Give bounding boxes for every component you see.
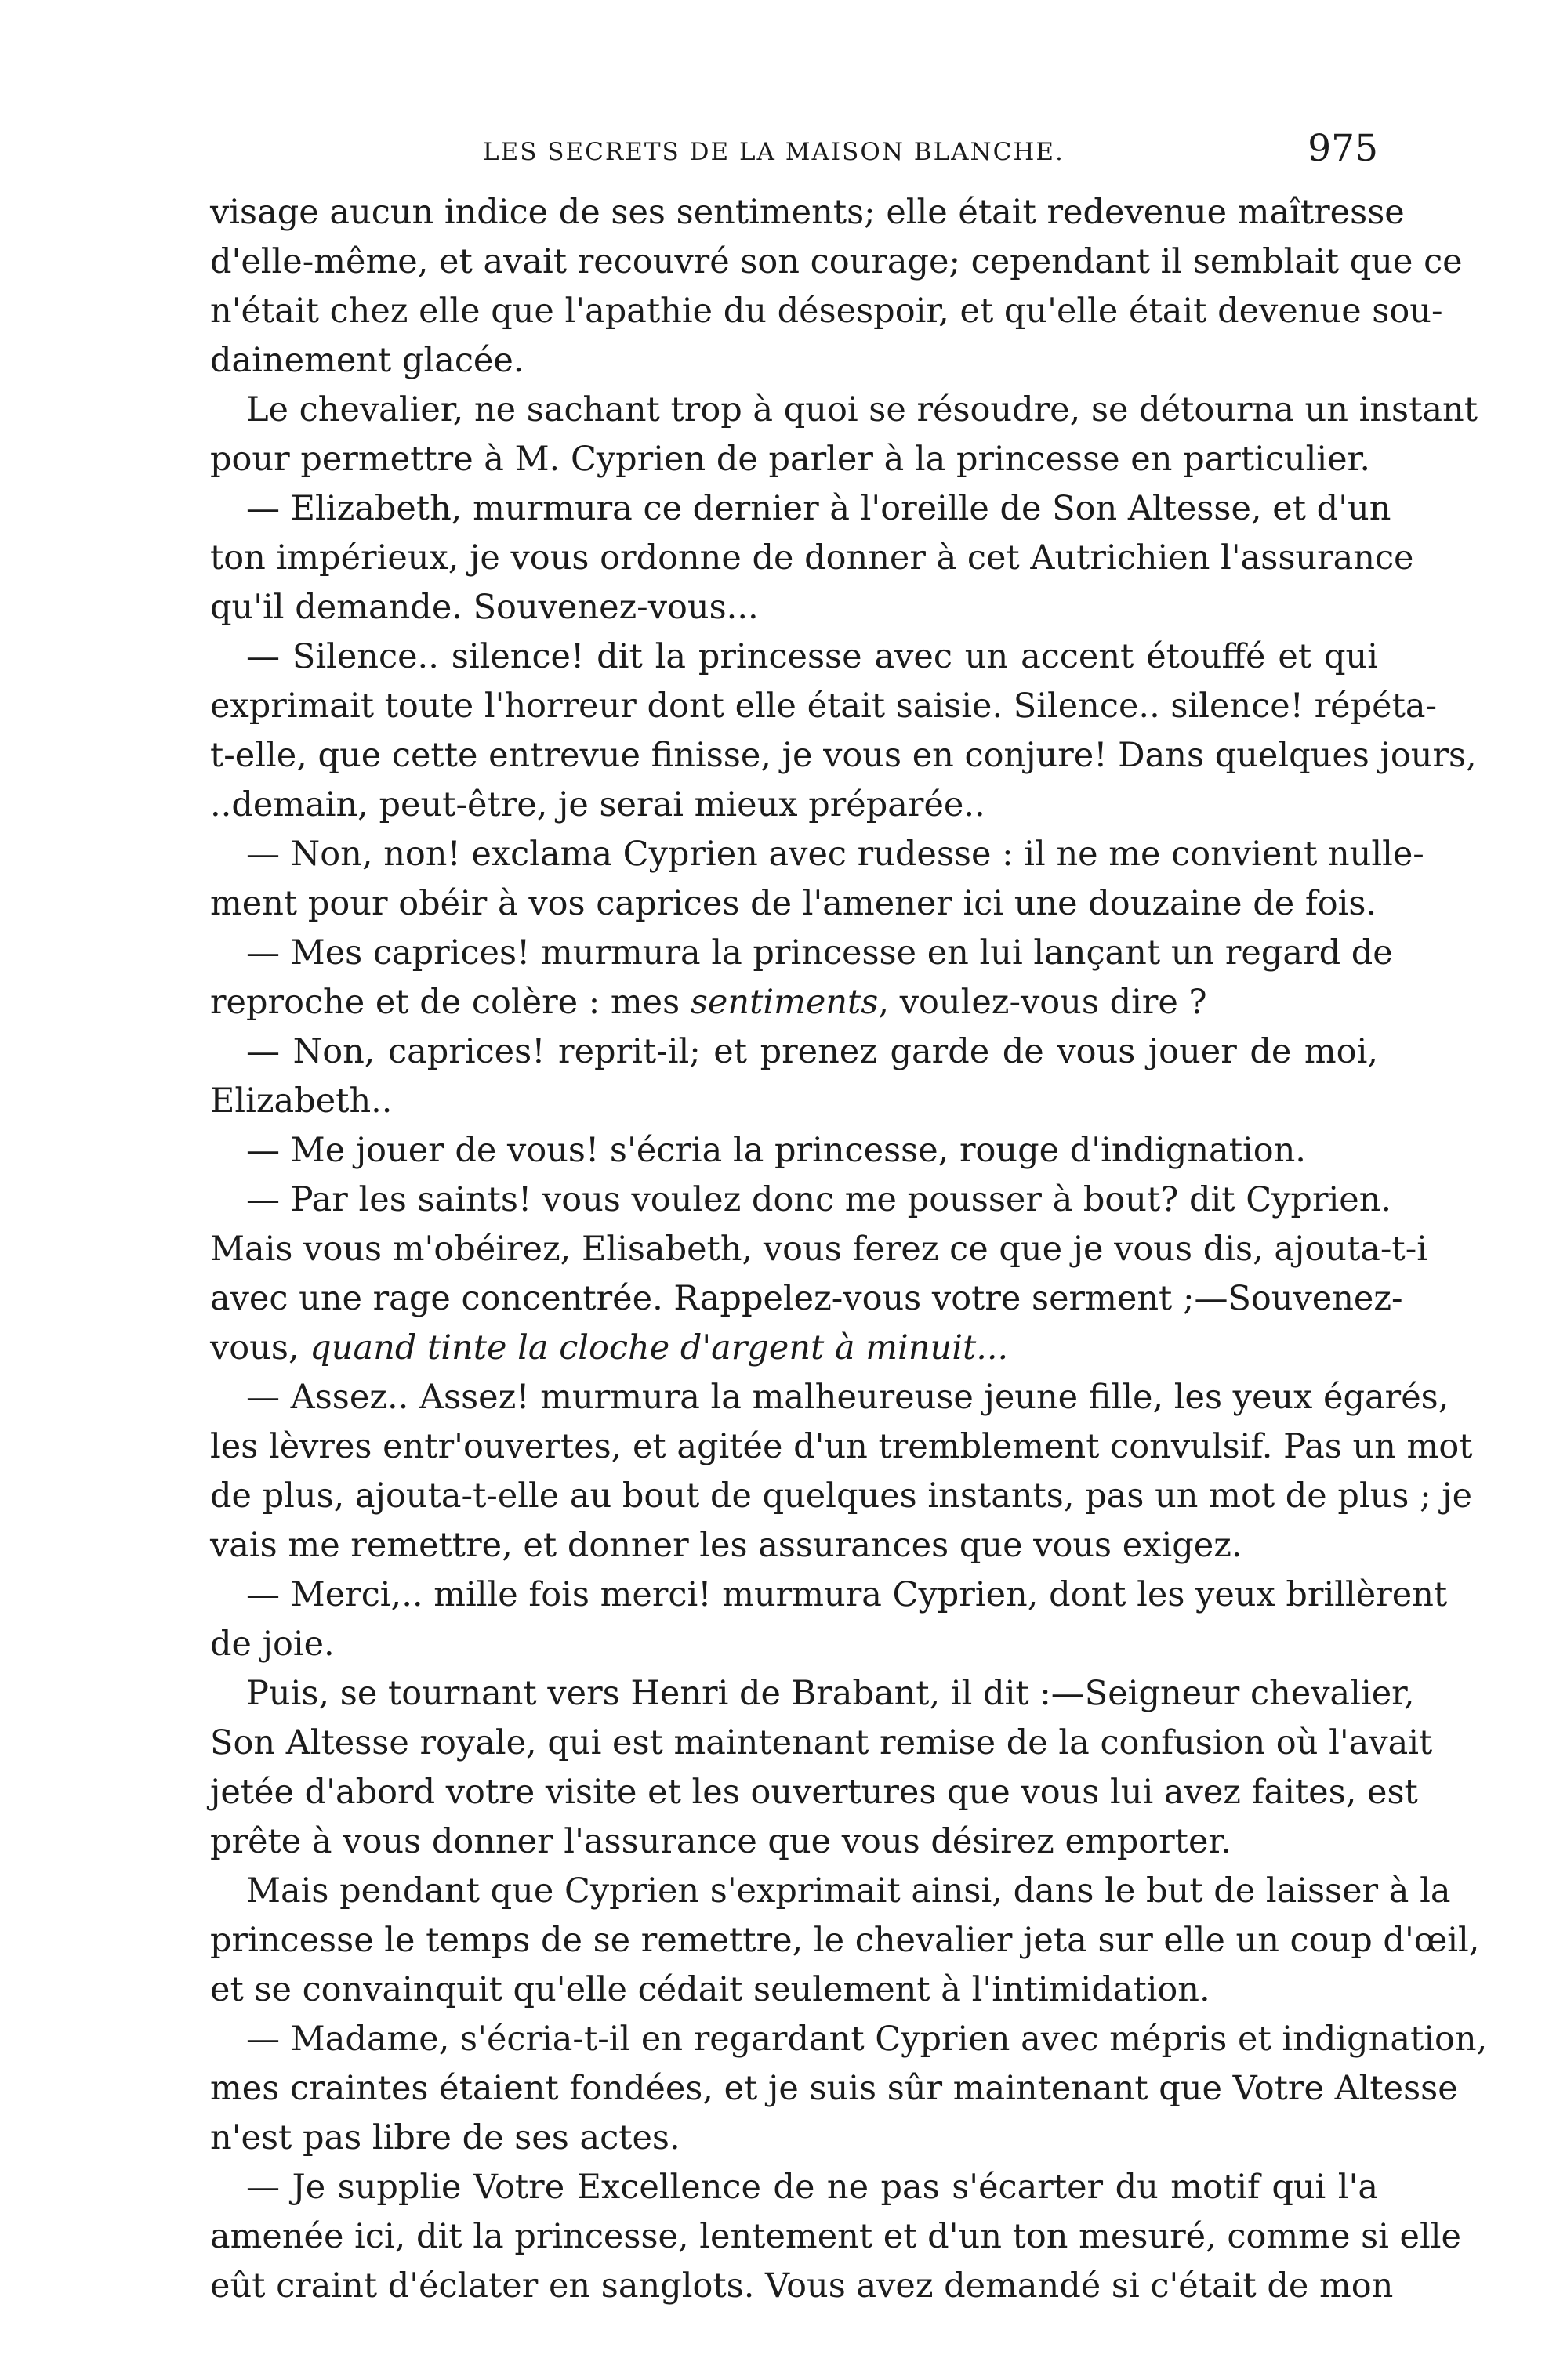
text-line: avec une rage concentrée. Rappelez-vous votre serment ;—Souvenez- (210, 1279, 1403, 1318)
text-line: de plus, ajouta-t-elle au bout de quelques instants, pas un mot de plus ; je (210, 1476, 1473, 1516)
text-line: visage aucun indice de ses sentiments; elle était redevenue maîtresse (210, 193, 1405, 232)
text-line: — Madame, s'écria-t-il en regardant Cyprien avec mépris et indignation, (246, 2020, 1488, 2059)
text-line: eût craint d'éclater en sanglots. Vous avez demandé si c'était de mon (210, 2266, 1394, 2306)
text-line: les lèvres entr'ouvertes, et agitée d'un tremblement convulsif. Pas un mot (210, 1427, 1473, 1466)
text-line: vais me remettre, et donner les assurances que vous exigez. (210, 1526, 1242, 1565)
text-segment: , voulez-vous dire ? (878, 983, 1207, 1022)
text-line: mes craintes étaient fondées, et je suis sûr maintenant que Votre Altesse (210, 2069, 1458, 2108)
page-number: 975 (1308, 127, 1378, 170)
text-line: Mais vous m'obéirez, Elisabeth, vous ferez ce que je vous dis, ajouta-t-i (210, 1230, 1427, 1269)
text-line: Puis, se tournant vers Henri de Brabant, il dit :—Seigneur chevalier, (246, 1674, 1415, 1713)
text-line: ment pour obéir à vos caprices de l'amener ici une douzaine de fois. (210, 884, 1377, 923)
text-line: et se convainquit qu'elle cédait seulement à l'intimidation. (210, 1970, 1210, 2009)
text-line (210, 978, 1378, 1027)
text-line (210, 1324, 1378, 1373)
text-line: de joie. (210, 1625, 335, 1664)
running-title: LES SECRETS DE LA MAISON BLANCHE. (483, 138, 1065, 166)
text-line: — Elizabeth, murmura ce dernier à l'oreille de Son Altesse, et d'un (246, 489, 1391, 528)
text-line: amenée ici, dit la princesse, lentement et d'un ton mesuré, comme si elle (210, 2217, 1461, 2256)
text-line: jetée d'abord votre visite et les ouvertures que vous lui avez faites, est (210, 1773, 1418, 1812)
text-line: n'est pas libre de ses actes. (210, 2118, 680, 2157)
text-segment: vous, (210, 1328, 310, 1368)
page-header (210, 127, 1378, 183)
text-line: Mais pendant que Cyprien s'exprimait ainsi, dans le but de laisser à la (246, 1871, 1451, 1911)
text-line: — Merci,.. mille fois merci! murmura Cyprien, dont les yeux brillèrent (246, 1575, 1448, 1614)
text-line: Le chevalier, ne sachant trop à quoi se résoudre, se détourna un instant (246, 390, 1478, 429)
text-line: — Par les saints! vous voulez donc me pousser à bout? dit Cyprien. (246, 1180, 1392, 1219)
text-line: — Non, non! exclama Cyprien avec rudesse : il ne me convient nulle- (246, 835, 1424, 874)
text-line: qu'il demande. Souvenez-vous... (210, 588, 759, 627)
text-line: dainement glacée. (210, 341, 524, 380)
text-line: — Silence.. silence! dit la princesse avec un accent étouffé et qui (246, 637, 1378, 676)
text-line: princesse le temps de se remettre, le chevalier jeta sur elle un coup d'œil, (210, 1921, 1480, 1960)
text-line: — Mes caprices! murmura la princesse en lui lançant un regard de (246, 933, 1393, 973)
text-line: t-elle, que cette entrevue finisse, je vous en conjure! Dans quelques jours, (210, 736, 1477, 775)
text-line: ..demain, peut-être, je serai mieux préparée.. (210, 785, 985, 824)
text-line: exprimait toute l'horreur dont elle était saisie. Silence.. silence! répéta- (210, 686, 1438, 726)
text-line: ton impérieux, je vous ordonne de donner à cet Autrichien l'assurance (210, 538, 1414, 578)
text-line: — Assez.. Assez! murmura la malheureuse jeune fille, les yeux égarés, (246, 1378, 1449, 1417)
text-line: — Me jouer de vous! s'écria la princesse, rouge d'indignation. (246, 1131, 1306, 1170)
text-line: prête à vous donner l'assurance que vous désirez emporter. (210, 1822, 1231, 1861)
text-line: — Non, caprices! reprit-il; et prenez garde de vous jouer de moi, (246, 1032, 1378, 1071)
text-line: n'était chez elle que l'apathie du désespoir, et qu'elle était devenue sou- (210, 292, 1443, 331)
italic-text: sentiments (690, 983, 879, 1022)
text-segment: reproche et de colère : mes (210, 983, 691, 1022)
text-line: d'elle-même, et avait recouvré son courage; cependant il semblait que ce (210, 242, 1463, 281)
text-line: pour permettre à M. Cyprien de parler à la princesse en particulier. (210, 440, 1371, 479)
text-line: — Je supplie Votre Excellence de ne pas s'écarter du motif qui l'a (246, 2168, 1378, 2207)
italic-text: quand tinte la cloche d'argent à minuit... (310, 1328, 1009, 1368)
body-text (210, 188, 1488, 2311)
text-line: Son Altesse royale, qui est maintenant remise de la confusion où l'avait (210, 1723, 1433, 1762)
text-line: Elizabeth.. (210, 1081, 393, 1121)
